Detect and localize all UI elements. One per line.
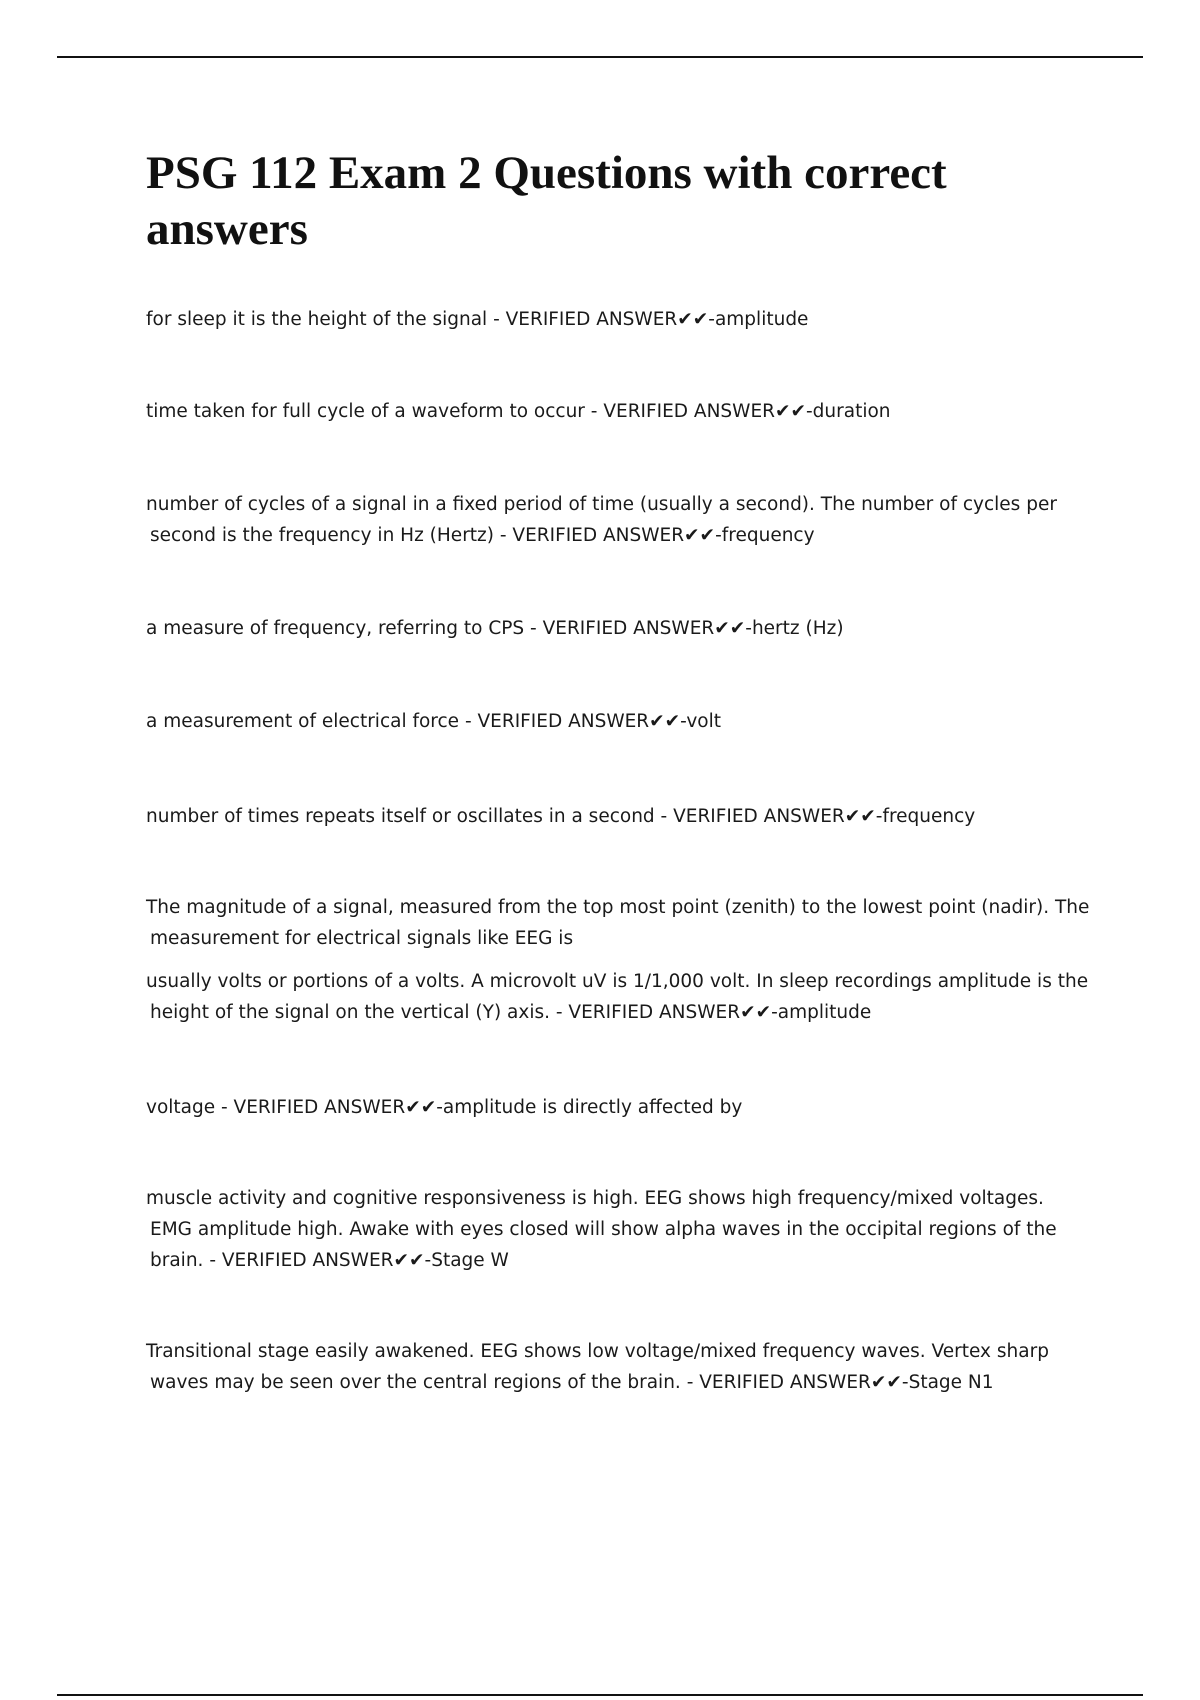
qa-item-2 <box>146 396 1090 427</box>
question-text: number of cycles of a signal in a fixed period of time (usually a second). The number of cycles per second is the frequency in Hz (Hertz) <box>146 494 1057 546</box>
verified-answer-label: - VERIFIED ANSWER✔✔- <box>459 711 687 732</box>
answer-text: duration <box>812 401 891 422</box>
verified-answer-label: - VERIFIED ANSWER✔✔- <box>550 1002 778 1023</box>
answer-text: Stage W <box>431 1250 509 1271</box>
verified-answer-label: - VERIFIED ANSWER✔✔- <box>654 806 883 827</box>
question-text: Transitional stage easily awakened. EEG shows low voltage/mixed frequency waves. Vertex sharp waves may be seen over the central regions of the brain. <box>146 1341 1049 1393</box>
qa-item-5 <box>146 706 1090 737</box>
qa-item-9 <box>146 1183 1090 1276</box>
qa-item-8 <box>146 1092 1090 1123</box>
verified-answer-label: - VERIFIED ANSWER✔✔- <box>487 309 715 330</box>
question-text: a measurement of electrical force <box>146 711 460 732</box>
verified-answer-label: - VERIFIED ANSWER✔✔- <box>584 401 813 422</box>
question-text: voltage <box>146 1097 216 1118</box>
question-text: a measure of frequency, referring to CPS <box>146 618 525 639</box>
qa-item-7-part-1 <box>146 892 1090 954</box>
answer-text: frequency <box>882 806 976 827</box>
verified-answer-label: - VERIFIED ANSWER✔✔- <box>493 525 722 546</box>
question-text: for sleep it is the height of the signal <box>146 309 488 330</box>
question-text: usually volts or portions of a volts. A microvolt uV is 1/1,000 volt. In sleep recordings amplitude is the height of the signal on the vertical (Y) axis. <box>146 971 1089 1023</box>
answer-text: volt <box>686 711 722 732</box>
qa-item-3 <box>146 489 1090 551</box>
qa-item-7-part-2 <box>146 966 1090 1028</box>
qa-item-4 <box>146 613 1090 644</box>
answer-text: amplitude <box>714 309 809 330</box>
verified-answer-label: - VERIFIED ANSWER✔✔- <box>524 618 752 639</box>
page-title: PSG 112 Exam 2 Questions with correct answers <box>146 147 947 255</box>
qa-item-6 <box>146 801 1090 832</box>
verified-answer-label: - VERIFIED ANSWER✔✔- <box>203 1250 432 1271</box>
qa-item-10 <box>146 1336 1090 1398</box>
question-text: time taken for full cycle of a waveform to occur <box>146 401 585 422</box>
bottom-rule <box>57 1694 1143 1696</box>
answer-text: amplitude <box>777 1002 872 1023</box>
verified-answer-label: - VERIFIED ANSWER✔✔- <box>680 1372 909 1393</box>
answer-text: Stage N1 <box>908 1372 994 1393</box>
question-text: muscle activity and cognitive responsiveness is high. EEG shows high frequency/mixed voltages. EMG amplitude high. Awake with eyes closed will show alpha waves in the occipital regions of the brain. <box>146 1188 1057 1271</box>
top-rule <box>57 56 1143 58</box>
qa-item-1 <box>146 304 1090 335</box>
answer-text: frequency <box>721 525 815 546</box>
question-text: The magnitude of a signal, measured from the top most point (zenith) to the lowest point (nadir). The measurement for electrical signals like EEG is <box>146 897 1090 949</box>
question-text: number of times repeats itself or oscillates in a second <box>146 806 655 827</box>
answer-text: hertz (Hz) <box>751 618 844 639</box>
answer-text: amplitude is directly affected by <box>442 1097 743 1118</box>
verified-answer-label: - VERIFIED ANSWER✔✔- <box>215 1097 443 1118</box>
